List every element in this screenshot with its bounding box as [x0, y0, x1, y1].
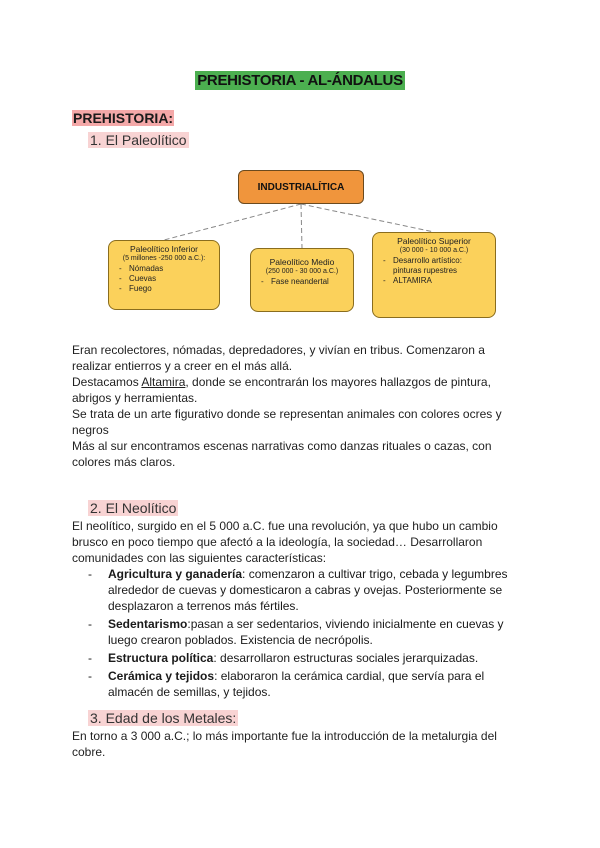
- text-span: Destacamos: [72, 375, 142, 389]
- item-text: : desarrollaron estructuras sociales jerarquizadas.: [213, 651, 479, 665]
- list-item: [88, 668, 520, 700]
- list-item: [88, 616, 520, 648]
- node-title: Paleolítico Medio: [269, 257, 335, 267]
- item-term: Estructura política: [108, 651, 214, 665]
- node-dates: (5 millones -250 000 a.C.):: [122, 255, 206, 262]
- subheading-metales: 3. Edad de los Metales:: [90, 710, 237, 726]
- node-item: - Cuevas: [113, 274, 215, 284]
- text-span: , donde se encontrarán los mayores hallazgos de pintura, abrigos y herramientas.: [72, 375, 491, 405]
- connector-superior: [301, 204, 434, 232]
- connector-inferior: [164, 204, 301, 240]
- item-text: : elaboraron la cerámica cardial, que servía para el almacén de semillas, y tejidos.: [108, 669, 485, 699]
- node-title: Paleolítico Superior: [397, 236, 471, 246]
- node-list: [255, 277, 349, 287]
- paragraph: [72, 374, 522, 406]
- document-title: [0, 72, 600, 90]
- diagram-root-node: INDUSTRIALÍTICA: [238, 170, 364, 204]
- connector-medio: [301, 204, 302, 248]
- item-term: Cerámica y tejidos: [108, 669, 215, 683]
- subheading-paleolitico: 1. El Paleolítico: [90, 132, 187, 148]
- title-highlight: PREHISTORIA - AL-ÁNDALUS: [197, 72, 403, 89]
- item-term: Agricultura y ganadería: [108, 567, 243, 581]
- item-text: :pasan a ser sedentarios, viviendo inicialmente en cuevas y luego crearon poblados. Existencia de necrópolis.: [108, 617, 504, 647]
- node-item: - Fase neandertal: [255, 277, 349, 287]
- item-term: Sedentarismo: [108, 617, 188, 631]
- metales-text: [72, 728, 522, 760]
- node-item: - Fuego: [113, 284, 215, 294]
- altamira-underlined: Altamira: [141, 375, 186, 389]
- node-dates: (30 000 - 10 000 a.C.): [399, 247, 469, 254]
- node-item: - Nómadas: [113, 264, 215, 274]
- neolitico-list: [88, 566, 520, 702]
- paragraph: El neolítico, surgido en el 5 000 a.C. fue una revolución, ya que hubo un cambio brusco en poco tiempo que afectó a la ideología, la sociedad… Desarrollaron comunidades con las siguientes características:: [72, 519, 498, 565]
- node-item: - ALTAMIRA: [377, 276, 491, 286]
- node-list: [113, 264, 215, 294]
- list-item: [88, 650, 520, 666]
- paragraph: Más al sur encontramos escenas narrativas como danzas rituales o cazas, con colores más claros.: [72, 439, 492, 469]
- list-item: [88, 566, 520, 614]
- paragraph: En torno a 3 000 a.C.; lo más importante fue la introducción de la metalurgia del cobre.: [72, 729, 497, 759]
- concept-diagram: [100, 160, 510, 320]
- item-text: : comenzaron a cultivar trigo, cebada y legumbres alrededor de cuevas y domesticaron a cabras y ovejas. Posteriormente se desplazaron a terrenos más fértiles.: [108, 567, 508, 613]
- paragraph: Eran recolectores, nómadas, depredadores, y vivían en tribus. Comenzaron a realizar entierros y a creer en el más allá.: [72, 343, 485, 373]
- subheading-neolitico: 2. El Neolítico: [90, 500, 177, 516]
- paleolitico-text: [72, 342, 522, 470]
- node-paleolitico-inferior: [108, 240, 220, 310]
- node-paleolitico-superior: [372, 232, 496, 318]
- node-list: [377, 256, 491, 286]
- neolitico-intro: [72, 518, 522, 566]
- paragraph: Se trata de un arte figurativo donde se representan animales con colores ocres y negros: [72, 407, 502, 437]
- node-title: Paleolítico Inferior: [129, 244, 199, 254]
- node-paleolitico-medio: [250, 248, 354, 312]
- node-dates: (250 000 - 30 000 a.C.): [265, 268, 339, 275]
- node-item: - Desarrollo artístico: pinturas rupestres: [377, 256, 491, 276]
- section-heading: PREHISTORIA:: [73, 110, 174, 126]
